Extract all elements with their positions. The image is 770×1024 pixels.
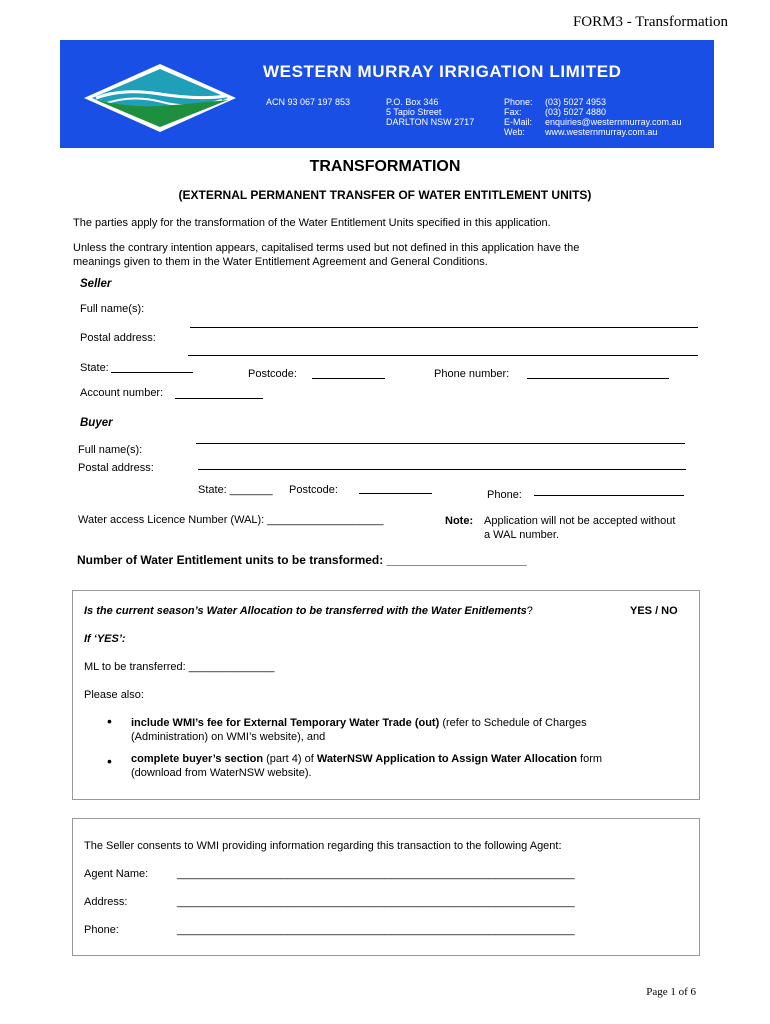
intro-paragraph-2b: meanings given to them in the Water Entitlement Agreement and General Conditions. [73, 256, 488, 268]
buyer-phone-field[interactable] [534, 495, 684, 496]
company-acn: ACN 93 067 197 853 [266, 97, 351, 107]
buyer-postcode-field[interactable] [359, 493, 432, 494]
page-subtitle: (EXTERNAL PERMANENT TRANSFER OF WATER ENTITLEMENT UNITS) [178, 188, 592, 202]
seller-state-field[interactable] [111, 372, 193, 373]
ml-transferred-label[interactable]: ML to be transferred: ______________ [84, 661, 275, 673]
agent-intro: The Seller consents to WMI providing information regarding this transaction to the following Agent: [84, 840, 562, 852]
company-address [386, 97, 474, 127]
contact-email: enquiries@westernmurray.com.au [545, 117, 682, 127]
bullet-icon: • [107, 753, 112, 769]
wal-note-label: Note: [445, 515, 474, 527]
seller-full-name-label: Full name(s): [80, 303, 145, 315]
seller-state-label: State: [80, 362, 109, 374]
seller-phone-field[interactable] [527, 378, 669, 379]
agent-address-label: Address: [84, 896, 128, 908]
agent-phone-field[interactable]: _________________________________________________________________ [177, 924, 575, 936]
seller-phone-label: Phone number: [434, 368, 510, 380]
buyer-state-label: State: _______ [198, 484, 273, 496]
contact-values [545, 97, 682, 137]
units-label[interactable]: Number of Water Entitlement units to be transformed: _____________________ [77, 553, 527, 567]
buyer-full-name-field[interactable] [196, 443, 685, 444]
intro-paragraph-1: The parties apply for the transformation of the Water Entitlement Units specified in this application. [73, 217, 551, 229]
seller-postal-field[interactable] [188, 355, 698, 356]
bullet-2-rest: form [576, 753, 603, 765]
contact-phone: (03) 5027 4953 [545, 97, 607, 107]
contact-fax: (03) 5027 4880 [545, 107, 607, 117]
allocation-question-mark: ? [526, 605, 533, 617]
company-logo-icon [82, 62, 238, 134]
buyer-full-name-label: Full name(s): [78, 444, 143, 456]
page-number: Page 1 of 6 [646, 986, 696, 998]
bullet-item-1 [131, 716, 587, 730]
please-also-label: Please also: [84, 689, 144, 701]
seller-postal-label: Postal address: [80, 332, 156, 344]
bullet-2-bold-2: WaterNSW Application to Assign Water Allocation [316, 753, 577, 765]
wal-note-text-1: Application will not be accepted without [484, 515, 676, 527]
address-line: 5 Tapio Street [386, 107, 442, 117]
contact-labels [504, 97, 533, 137]
contact-label: E-Mail: [504, 117, 533, 127]
seller-postcode-label: Postcode: [248, 368, 297, 380]
bullet-item-2-line-2: (download from WaterNSW website). [131, 767, 312, 779]
yes-no-option[interactable]: YES / NO [630, 605, 678, 617]
contact-label: Fax: [504, 107, 522, 117]
intro-paragraph-2a: Unless the contrary intention appears, capitalised terms used but not defined in this application have the [73, 242, 580, 254]
seller-full-name-field[interactable] [190, 327, 698, 328]
buyer-phone-label: Phone: [487, 489, 522, 501]
bullet-item-1-line-2: (Administration) on WMI’s website), and [131, 731, 326, 743]
buyer-postal-field[interactable] [198, 469, 686, 470]
agent-phone-label: Phone: [84, 924, 119, 936]
bullet-1-bold: include WMI’s fee for External Temporary Water Trade (out) [131, 717, 440, 729]
bullet-item-2 [131, 752, 602, 766]
agent-name-label: Agent Name: [84, 868, 149, 880]
allocation-question [84, 604, 533, 618]
if-yes-label: If ‘YES’: [84, 633, 126, 645]
bullet-2-mid: (part 4) of [263, 753, 317, 765]
company-name: WESTERN MURRAY IRRIGATION LIMITED [263, 62, 622, 81]
seller-heading: Seller [80, 278, 112, 290]
seller-account-field[interactable] [175, 398, 263, 399]
agent-name-field[interactable]: _________________________________________________________________ [177, 868, 575, 880]
seller-postcode-field[interactable] [312, 378, 385, 379]
buyer-heading: Buyer [80, 417, 113, 429]
address-line: P.O. Box 346 [386, 97, 439, 107]
wal-label[interactable]: Water access Licence Number (WAL): ___________________ [78, 514, 384, 526]
buyer-postal-label: Postal address: [78, 462, 154, 474]
contact-label: Phone: [504, 97, 533, 107]
bullet-2-bold: complete buyer’s section [131, 753, 264, 765]
company-banner [60, 40, 714, 148]
seller-account-label: Account number: [80, 387, 164, 399]
bullet-icon: • [107, 713, 112, 729]
wal-note-text-2: a WAL number. [484, 529, 559, 541]
allocation-question-text: Is the current season’s Water Allocation to be transferred with the Water Enitlements [84, 605, 527, 617]
buyer-postcode-label: Postcode: [289, 484, 338, 496]
address-line: DARLTON NSW 2717 [386, 117, 475, 127]
contact-web: www.westernmurray.com.au [545, 127, 658, 137]
page-title: TRANSFORMATION [309, 158, 461, 175]
form-label: FORM3 - Transformation [572, 14, 728, 30]
bullet-1-rest: (refer to Schedule of Charges [439, 717, 587, 729]
contact-label: Web: [504, 127, 525, 137]
agent-address-field[interactable]: _________________________________________________________________ [177, 896, 575, 908]
